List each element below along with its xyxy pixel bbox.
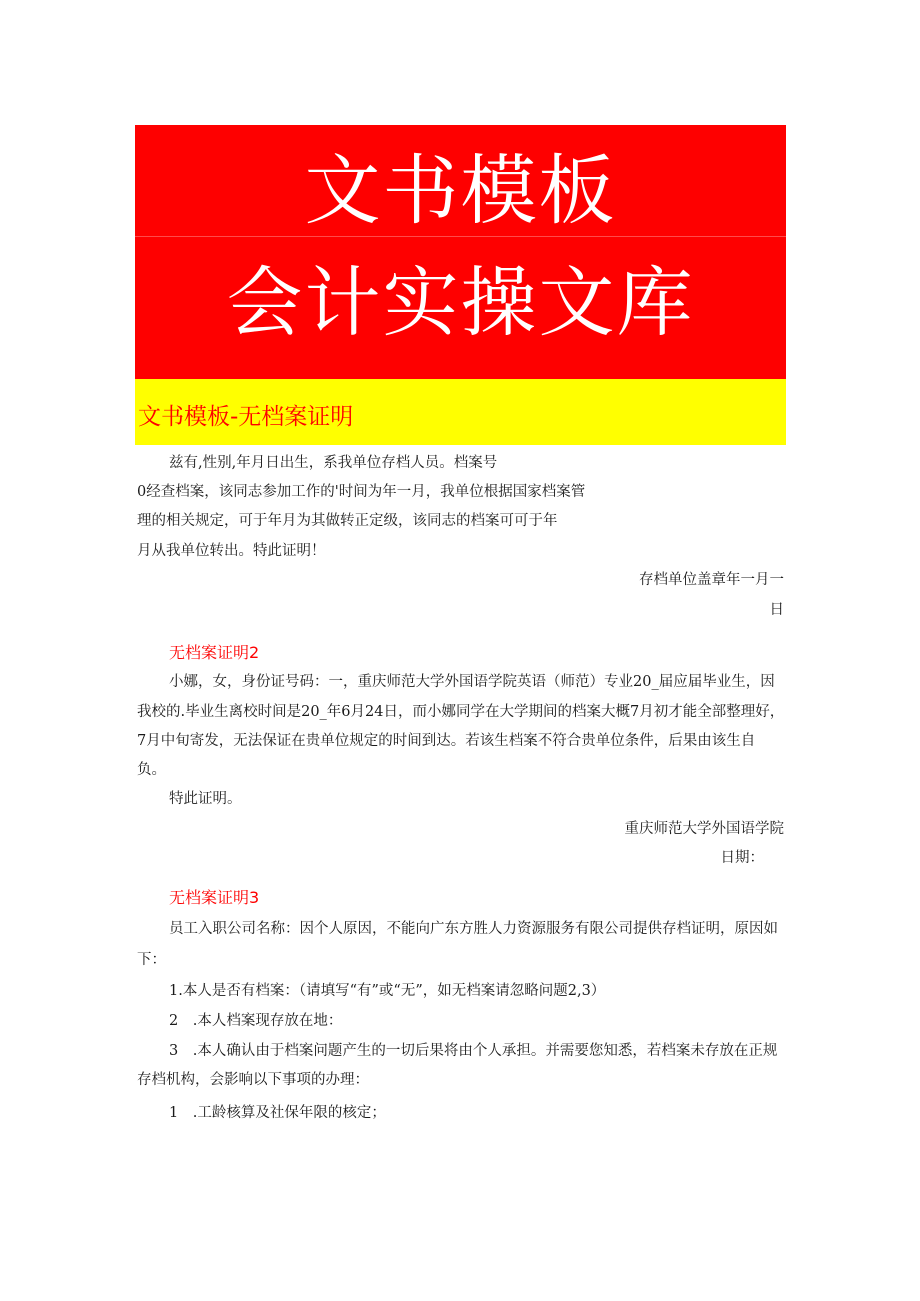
section1-line-2: 0经查档案，该同志参加工作的'时间为年一月，我单位根据国家档案管 <box>137 484 586 500</box>
section1-signature-day: 日 <box>769 602 784 618</box>
banner-title-line1: 文书模板 <box>304 146 617 235</box>
title-banner <box>135 125 786 379</box>
section2-date-label: 日期： <box>720 850 764 866</box>
banner-title-line2: 会计实操文库 <box>226 258 695 347</box>
section2-line-1: 小娜，女，身份证号码：一，重庆师范大学外国语学院英语（师范）专业20_届应届毕业生，因 <box>169 674 775 690</box>
section1-line-1: 兹有,性别,年月日出生，系我单位存档人员。档案号 <box>169 455 498 471</box>
section1-signature: 存档单位盖章年一月一 <box>639 572 784 588</box>
section3-intro-line-1: 员工入职公司名称：因个人原因，不能向广东方胜人力资源服务有限公司提供存档证明，原因如 <box>169 921 778 937</box>
section3-intro-line-2: 下： <box>137 952 166 968</box>
section3-item-3-line-2: 存档机构，会影响以下事项的办理： <box>137 1072 369 1088</box>
section3-item-2: 2 .本人档案现存放在地： <box>169 1013 343 1029</box>
section2-heading: 无档案证明2 <box>169 643 260 662</box>
section1-line-4: 月从我单位转出。特此证明！ <box>137 543 326 559</box>
section3-subitem-1: 1 .工龄核算及社保年限的核定； <box>169 1105 386 1121</box>
section2-line-3: 7月中旬寄发，无法保证在贵单位规定的时间到达。若该生档案不符合贵单位条件，后果由该生自 <box>137 733 756 749</box>
section2-line-2: 我校的.毕业生离校时间是20_年6月24日，而小娜同学在大学期间的档案大概7月初才能全部整理好， <box>137 704 785 720</box>
document-subtitle: 文书模板-无档案证明 <box>138 404 354 430</box>
section1-line-3: 理的相关规定，可于年月为其做转正定级，该同志的档案可可于年 <box>137 513 558 529</box>
section3-item-1: 1.本人是否有档案：（请填写“有”或“无”，如无档案请忽略问题2,3） <box>169 983 606 999</box>
section2-closing: 特此证明。 <box>169 791 242 807</box>
section2-signature: 重庆师范大学外国语学院 <box>624 821 784 837</box>
section3-heading: 无档案证明3 <box>169 888 260 907</box>
subtitle-bar <box>135 379 786 445</box>
section3-item-3-line-1: 3 .本人确认由于档案问题产生的一切后果将由个人承担。并需要您知悉，若档案未存放在正规 <box>169 1043 778 1059</box>
banner-divider <box>135 236 786 237</box>
section2-line-4: 负。 <box>137 762 166 778</box>
